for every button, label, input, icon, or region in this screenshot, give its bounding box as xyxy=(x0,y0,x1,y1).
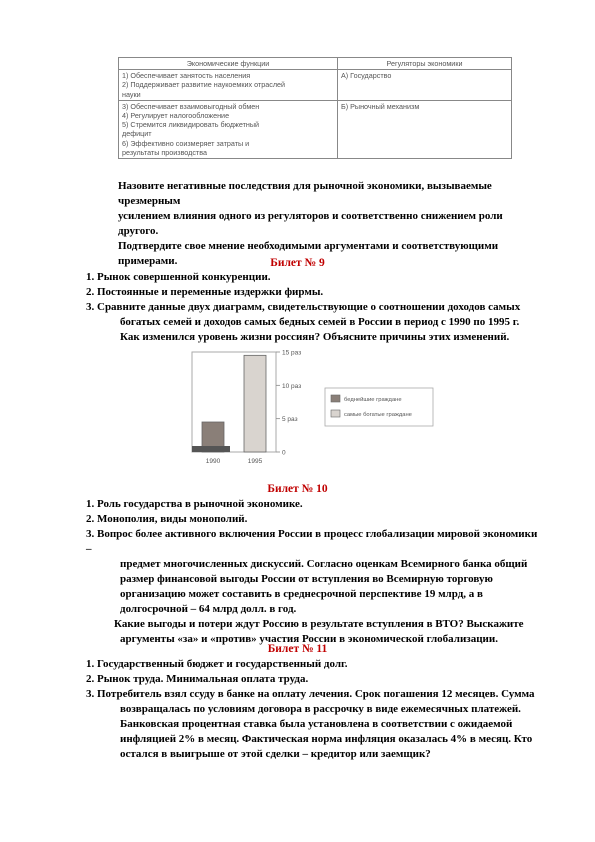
y-tick-label: 10 раз xyxy=(282,382,302,390)
legend-swatch xyxy=(331,395,340,402)
legend-box xyxy=(325,388,433,426)
functions-table xyxy=(118,57,512,159)
question-line: аргументы «за» и «против» участия России в экономической глобализации. xyxy=(120,633,498,645)
cell-line: результаты производства xyxy=(122,147,207,157)
table-cell xyxy=(119,100,338,158)
question-item: 1. Рынок совершенной конкуренции. xyxy=(86,271,271,283)
question-item xyxy=(86,687,541,762)
intro-paragraph xyxy=(118,179,528,269)
income-ratio-chart xyxy=(190,340,450,470)
y-tick-label: 5 раз xyxy=(282,416,298,424)
paragraph-line: Назовите негативные последствия для рыночной экономики, вызываемые чрезмерным xyxy=(118,180,492,207)
question-item: 1. Роль государства в рыночной экономике. xyxy=(86,498,303,510)
cell-line: дефицит xyxy=(122,129,152,139)
question-line: организацию может составить в среднесрочной перспективе 19 млрд, а в xyxy=(120,588,483,600)
table-cell xyxy=(119,70,338,101)
question-line: Как изменился уровень жизни россиян? Объясните причины этих изменений. xyxy=(120,331,510,343)
question-line: инфляцией 2% в месяц. Фактическая норма инфляция оказалась 4% в месяц. Кто xyxy=(120,733,533,745)
legend-label: беднейшие граждане xyxy=(344,397,402,403)
ticket-11-title: Билет № 11 xyxy=(267,643,328,655)
table-row xyxy=(119,100,512,158)
question-item: 2. Рынок труда. Минимальная оплата труда. xyxy=(86,673,309,685)
bar xyxy=(244,355,266,452)
cell-line: 5) Стремится ликвидировать бюджетный xyxy=(122,120,260,130)
question-line: размер финансовой выгоды России от вступления во Всемирную торговую xyxy=(120,573,493,585)
y-tick-label: 15 раз xyxy=(282,349,302,357)
chart-svg xyxy=(190,340,450,470)
table-header-row xyxy=(119,58,512,70)
table-cell: Б) Рыночный механизм xyxy=(338,100,512,158)
cell-line: науки xyxy=(122,89,141,99)
cell-line: 3) Обеспечивает взаимовыгодный обмен xyxy=(122,101,260,111)
question-line: долгосрочной – 64 млрд долл. в год. xyxy=(120,603,297,615)
ticket-9-questions xyxy=(86,270,541,345)
question-first-line: 3. Сравните данные двух диаграмм, свидетельствующие о соотношении доходов самых xyxy=(86,301,521,313)
question-line: остался в выигрыше от этой сделки – кредитор или заемщик? xyxy=(120,748,431,760)
paragraph-line: примерами. xyxy=(118,255,178,267)
table-header: Экономические функции xyxy=(119,58,338,70)
cell-line: 2) Поддерживает развитие наукоемких отраслей xyxy=(122,80,286,90)
x-tick-label: 1990 xyxy=(205,458,221,465)
question-line: Какие выгоды и потери ждут Россию в результате вступления в ВТО? Выскажите xyxy=(114,618,524,630)
question-line: богатых семей и доходов самых бедных семей в России в период с 1990 по 1995 г. xyxy=(120,316,520,328)
legend-label: самые богатые граждане xyxy=(344,412,412,418)
legend-swatch xyxy=(331,410,340,417)
table-cell: А) Государство xyxy=(338,70,512,101)
cell-line: 6) Эффективно соизмеряет затраты и xyxy=(122,138,250,148)
y-tick-label: 0 xyxy=(282,449,286,457)
table-header: Регуляторы экономики xyxy=(338,58,512,70)
ticket-9-title: Билет № 9 xyxy=(270,257,325,269)
cell-line: 1) Обеспечивает занятость населения xyxy=(122,71,251,81)
table-row xyxy=(119,70,512,101)
paragraph-line: Подтвердите свое мнение необходимыми аргументами и соответствующими xyxy=(118,240,499,252)
ticket-11-questions xyxy=(86,657,541,762)
paragraph-line: усилением влияния одного из регуляторов и соответственно снижением роли другого. xyxy=(118,210,503,237)
question-item: 2. Постоянные и переменные издержки фирмы. xyxy=(86,286,324,298)
x-tick-label: 1995 xyxy=(247,458,263,465)
question-line: предмет многочисленных дискуссий. Согласно оценкам Всемирного банка общий xyxy=(120,558,528,570)
cell-line: 4) Регулирует налогообложение xyxy=(122,111,230,121)
question-item xyxy=(86,527,541,647)
baseline-band xyxy=(192,446,230,452)
question-item: 2. Монополия, виды монополий. xyxy=(86,513,248,525)
ticket-10-questions xyxy=(86,497,541,647)
question-first-line: 3. Вопрос более активного включения России в процесс глобализации мировой экономики – xyxy=(86,528,538,555)
ticket-10-title: Билет № 10 xyxy=(267,483,328,495)
question-line: Банковская процентная ставка была установлена в соответствии с ожидаемой xyxy=(120,718,513,730)
question-item: 1. Государственный бюджет и государственный долг. xyxy=(86,658,348,670)
question-first-line: 3. Потребитель взял ссуду в банке на оплату лечения. Срок погашения 12 месяцев. Сумма xyxy=(86,688,535,700)
question-item xyxy=(86,300,541,345)
question-line: возвращалась по условиям договора в рассрочку в виде ежемесячных платежей. xyxy=(120,703,521,715)
